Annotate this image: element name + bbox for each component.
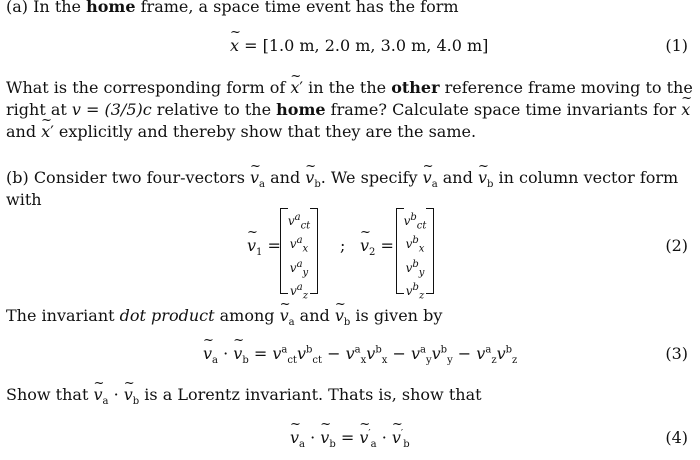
vector-2-entry-y: $v^b_y$ (405, 258, 425, 279)
equation-1-number: (1) (665, 36, 688, 55)
equation-1: ~ x = [1.0 m, 2.0 m, 3.0 m, 4.0 m] (230, 36, 488, 55)
part-a-question-line-3: and ~ x′ explicitly and thereby show that they are the same. (6, 122, 476, 142)
part-b-with: with (6, 190, 42, 209)
right-bracket (426, 208, 434, 294)
vector-1-entry-y: $v^a_y$ (289, 258, 309, 279)
vector-1-entry-ct: $v^a_{ct}$ (287, 212, 311, 232)
vector-2-entry-ct: $v^b_{ct}$ (403, 212, 427, 232)
equation-4-number: (4) (665, 428, 688, 447)
part-a-question-line-1: What is the corresponding form of ~ x′ in the the other reference frame moving to the (6, 78, 693, 98)
vector-2-label: ~ $v_2$ = (360, 236, 394, 258)
left-bracket (396, 208, 404, 294)
lorentz-invariant-prompt: Show that ~ $v_a$ · ~ $v_b$ is a Lorentz invariant. Thats is, show that (6, 385, 482, 412)
vector-2-entry-z: $v^b_z$ (405, 282, 425, 302)
part-b-intro: (b) Consider two four-vectors ~ $v_a$ and ~ $v_b$. We specify ~ $v_a$ and ~ $v_b$ in column vector form (6, 168, 678, 195)
vector-1-label: ~ $v_1$ = (247, 236, 281, 258)
dot-product-intro: The invariant dot product among ~ $v_a$ and ~ $v_b$ is given by (6, 306, 442, 333)
part-a-question-line-2: right at v = (3/5)c relative to the home frame? Calculate space time invariants for ~ x (6, 100, 690, 120)
vector-1-entry-x: $v^a_x$ (289, 235, 309, 255)
equation-4: ~ $v_a$ · ~ $v_b$ = ~ $v'_a$ · ~ $v'_b$ (290, 428, 410, 450)
vector-1-column (280, 208, 318, 302)
vector-2-column (396, 208, 434, 302)
vector-2-entry-x: $v^b_x$ (405, 235, 425, 255)
equation-2-number: (2) (665, 236, 688, 255)
vector-1-entry-z: $v^a_z$ (289, 282, 309, 302)
equation-3-number: (3) (665, 344, 688, 363)
right-bracket (310, 208, 318, 294)
part-a-intro: (a) In the home frame, a space time event has the form (6, 0, 459, 16)
equation-3: ~ $v_a$ · ~ $v_b = v^a_{ct}v^b_{ct} - v^a_xv^b_x - v^a_yv^b_y - v^a_zv^b_z$ (203, 344, 517, 366)
left-bracket (280, 208, 288, 294)
vector-separator: ; (340, 236, 346, 255)
